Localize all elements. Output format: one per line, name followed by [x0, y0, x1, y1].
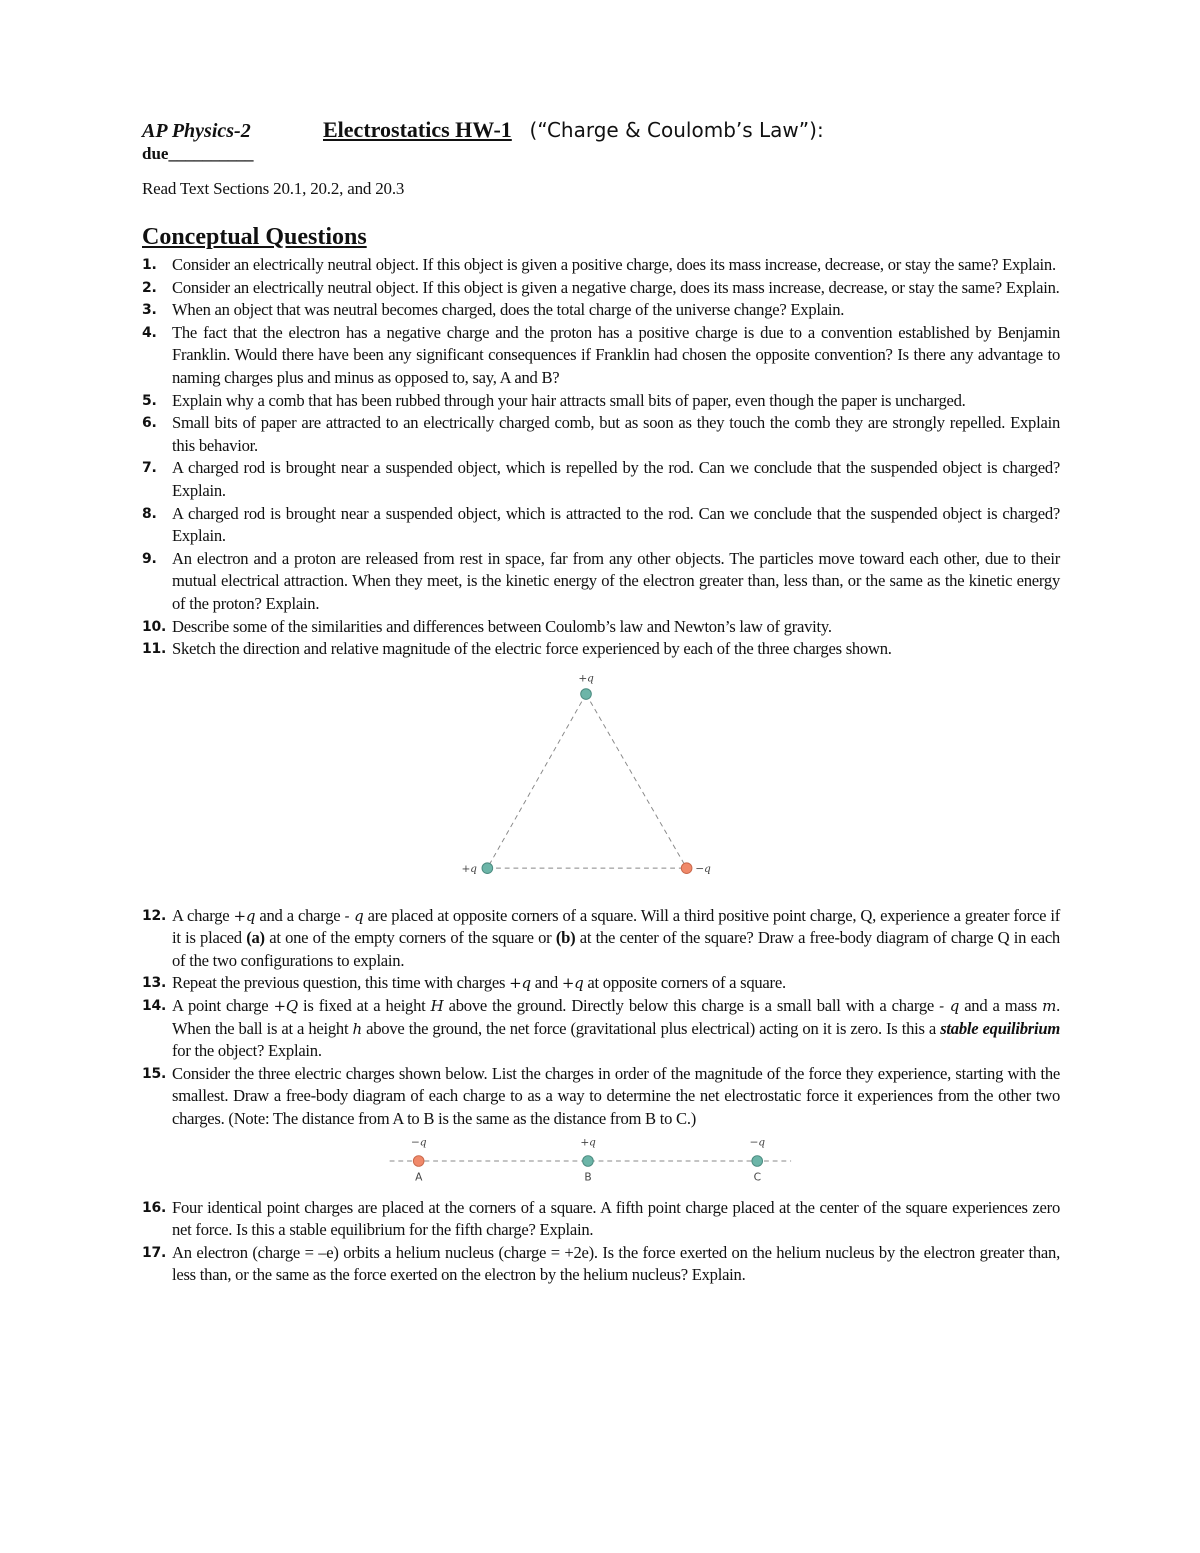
question-number: 15.: [142, 1065, 167, 1082]
option-a-label: (a): [246, 928, 265, 948]
charge-B-name: B: [584, 1169, 592, 1183]
charge-B-sign: +q: [580, 1135, 596, 1149]
height-symbol: h: [352, 1019, 362, 1038]
question-number: 5.: [142, 392, 157, 409]
question-text: [172, 973, 786, 992]
charge-left-dot: [482, 863, 493, 874]
question-number: 17.: [142, 1244, 167, 1261]
question-text-part: at opposite corners of a square.: [583, 973, 786, 993]
question-text-part: for the object? Explain.: [172, 1041, 322, 1061]
question-number: 3.: [142, 302, 157, 319]
question-number: 9.: [142, 550, 157, 567]
course-name: AP Physics-2: [142, 120, 251, 142]
question-text: Consider the three electric charges shown below. List the charges in order of the magnitude of the force they experience, starting with the smallest. Draw a free-body diagram of each charge to as a way to determine the net electrostatic force it experiences from the other two charges. (Note: The distance from A to B is the same as the distance from B to C.): [172, 1063, 1060, 1129]
question-3: [142, 299, 1060, 322]
question-text-part: and a mass: [959, 996, 1043, 1016]
question-number: 2.: [142, 279, 157, 296]
charge-right-dot: [681, 863, 692, 874]
question-list: [142, 254, 1060, 1287]
height-symbol: H: [430, 997, 444, 1016]
mass-symbol: m: [1042, 997, 1057, 1016]
header: [142, 114, 1082, 199]
question-text-part: are placed at opposite corners of a square. Will a third positive point charge, Q, experience a greater force if it is placed: [172, 905, 1060, 948]
question-number: 4.: [142, 324, 157, 341]
question-text-part: above the ground. Directly below this charge is a small ball with a charge: [443, 996, 940, 1016]
charge-A-dot: [413, 1155, 424, 1166]
due-label: due: [142, 144, 169, 163]
question-number: 6.: [142, 415, 157, 432]
question-number: 14.: [142, 998, 167, 1015]
charge-symbol: +q: [233, 906, 256, 925]
emphasis-text: stable equilibrium: [940, 1018, 1061, 1038]
question-text-part: . When the ball is at a height: [172, 996, 1060, 1038]
question-5: [142, 390, 1060, 413]
question-text: [172, 996, 1060, 1060]
section-title: Conceptual Questions: [142, 224, 367, 250]
question-text: Consider an electrically neutral object. If this object is given a positive charge, does its mass increase, decrease, or stay the same? Explain.: [172, 255, 1056, 274]
question-text-part: at the center of the square? Draw a free-body diagram of charge Q in each of the two configurations to explain.: [172, 928, 1060, 970]
question-number: 7.: [142, 460, 157, 477]
question-13: [142, 972, 1060, 995]
homework-subtitle-text: (“Charge & Coulomb’s Law”):: [529, 118, 824, 142]
question-number: 13.: [142, 975, 167, 992]
charge-symbol: - q: [344, 906, 364, 925]
question-7: [142, 457, 1060, 502]
question-text: An electron (charge = –e) orbits a helium nucleus (charge = +2e). Is the force exerted on the helium nucleus by the electron greater than, less than, or the same as the force exerted on the electron by the helium nucleus? Explain.: [172, 1242, 1060, 1285]
charge-symbol: +q: [509, 974, 531, 993]
question-8: [142, 503, 1060, 548]
question-text: An electron and a proton are released from rest in space, far from any other objects. The particles move toward each other, due to their mutual electrical attraction. When they meet, is the kinetic energy of the electron greater than, less than, or the same as the kinetic energy of the proton? Explain.: [172, 548, 1060, 613]
question-text-part: and a charge: [255, 905, 345, 925]
charge-left-label: +q: [461, 861, 477, 875]
charge-top-label: +q: [578, 671, 594, 685]
question-text-part: at one of the empty corners of the square or: [264, 928, 556, 948]
question-text-part: A charge: [172, 905, 234, 925]
question-6: [142, 412, 1060, 457]
triangle-charges-figure: [172, 669, 1060, 899]
question-text: Small bits of paper are attracted to an electrically charged comb, but as soon as they touch the comb they are strongly repelled. Explain this behavior.: [172, 413, 1060, 455]
question-text: Describe some of the similarities and differences between Coulomb’s law and Newton’s law of gravity.: [172, 616, 832, 636]
question-9: [142, 548, 1060, 616]
charge-right-label: −q: [695, 861, 711, 875]
question-text: Consider an electrically neutral object. If this object is given a negative charge, does its mass increase, decrease, or stay the same? Explain.: [172, 277, 1060, 297]
question-2: [142, 277, 1060, 300]
question-number: 1.: [142, 257, 157, 273]
charge-C-dot: [752, 1155, 763, 1166]
charge-C-name: C: [753, 1169, 761, 1183]
question-text: A charged rod is brought near a suspended object, which is repelled by the rod. Can we conclude that the suspended object is charged? Explain.: [172, 458, 1060, 500]
question-number: 8.: [142, 505, 157, 522]
charge-symbol: - q: [939, 997, 960, 1016]
question-text: When an object that was neutral becomes charged, does the total charge of the universe change? Explain.: [172, 300, 845, 320]
charge-symbol: +q: [561, 974, 584, 993]
question-text: Sketch the direction and relative magnitude of the electric force experienced by each of the three charges shown.: [172, 639, 892, 659]
question-text-part: above the ground, the net force (gravitational plus electrical) acting on it is zero. Is this a: [361, 1018, 941, 1038]
question-text: Four identical point charges are placed at the corners of a square. A fifth point charge placed at the center of the square experiences zero net force. Is this a stable equilibrium for the fifth charge? Explain.: [172, 1197, 1060, 1240]
question-text-part: and: [530, 973, 562, 993]
option-b-label: (b): [555, 928, 576, 948]
line-charges-figure: [172, 1131, 1060, 1191]
due-blank: __________: [168, 144, 254, 163]
question-12: [142, 905, 1060, 973]
charge-B-dot: [583, 1155, 594, 1166]
question-text: The fact that the electron has a negative charge and the proton has a positive charge is due to a convention established by Benjamin Franklin. Would there have been any significant consequences if Franklin had chosen the opposite convention? Is there any advantage to naming charges plus and minus as opposed to, say, A and B?: [172, 322, 1060, 387]
question-number: 16.: [142, 1199, 167, 1216]
question-text-part: Repeat the previous question, this time with charges: [172, 973, 510, 993]
charge-C-sign: −q: [749, 1135, 765, 1149]
question-text: [172, 906, 1060, 970]
charge-symbol: +Q: [273, 997, 298, 1016]
homework-title: Electrostatics HW-1: [323, 117, 512, 142]
question-14: [142, 995, 1060, 1063]
charge-top-dot: [581, 688, 592, 699]
question-text-part: is fixed at a height: [297, 996, 431, 1016]
reading-assignment: Read Text Sections 20.1, 20.2, and 20.3: [142, 179, 405, 198]
question-16: [142, 1197, 1060, 1242]
charge-A-name: A: [415, 1169, 423, 1183]
question-1: [142, 254, 1060, 277]
charge-A-sign: −q: [411, 1135, 427, 1149]
question-17: [142, 1242, 1060, 1287]
homework-subtitle: [517, 118, 824, 142]
question-10: [142, 616, 1060, 639]
question-number: 11.: [142, 641, 167, 658]
question-number: 10.: [142, 618, 167, 635]
question-text: Explain why a comb that has been rubbed through your hair attracts small bits of paper, even though the paper is uncharged.: [172, 390, 966, 410]
triangle-edge-left: [487, 694, 586, 868]
question-11: [142, 638, 1060, 899]
question-15: [142, 1063, 1060, 1191]
question-number: 12.: [142, 907, 167, 924]
question-4: [142, 322, 1060, 390]
triangle-edge-right: [586, 694, 687, 868]
question-text: A charged rod is brought near a suspended object, which is attracted to the rod. Can we conclude that the suspended object is charged? Explain.: [172, 503, 1060, 546]
question-text-part: A point charge: [172, 996, 274, 1016]
